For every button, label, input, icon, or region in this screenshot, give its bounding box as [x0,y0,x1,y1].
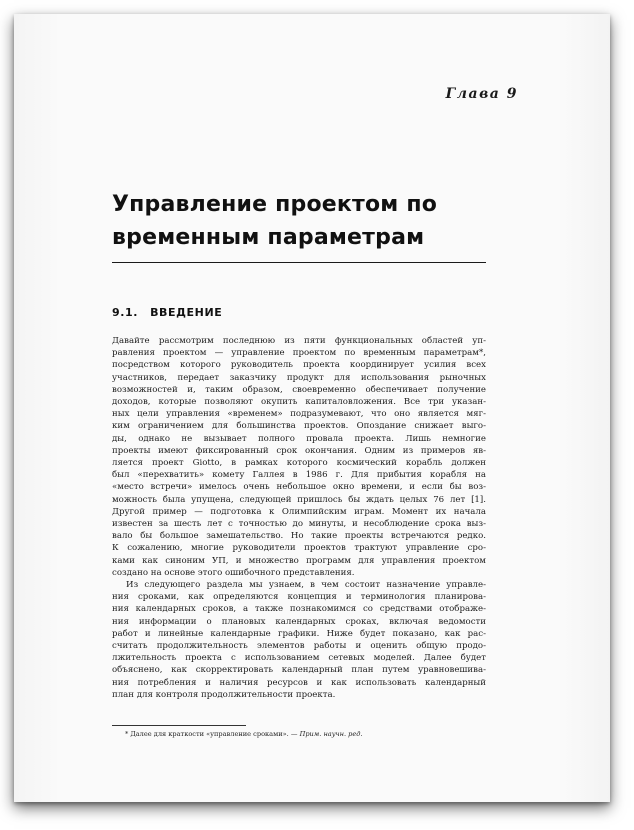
paragraph-line: ния информации о плановых календарных сроках, включая ведомости [112,616,486,627]
paragraph-line: ния сроками, как определяются концепция и терминология планирова- [112,592,486,603]
footnote-text: * Далее для краткости «управление сроками». — [125,730,300,738]
paragraph-line: посредством которого руководитель проекта координирует усилия всех [112,360,486,371]
paragraph-line: ния календарных сроков, а также познакомимся со средствами отображе- [112,604,486,615]
body-text [112,335,486,701]
paragraph-line: работ и линейные календарные графики. Ниже будет показано, как рас- [112,628,486,639]
paragraph-line: лжительность проекта с использованием сетевых моделей. Далее будет [112,653,486,664]
paragraph-line: Другой пример — подготовка к Олимпийским играм. Момент их начала [112,506,486,517]
paragraph-line: возможностей и, таким образом, своевременно обеспечивает получение [112,384,486,395]
paragraph-line: ками как синоним УП, и множество программ для управления проектом [112,555,486,566]
footnote [125,730,363,738]
paragraph-line: ким ограничением для большинства проектов. Опоздание снижает выго- [112,421,486,432]
paragraph-line: считать продолжительность элементов работы и оценить общую продо- [112,641,486,652]
paragraph-line: ды, однако не вызывает полного провала проекта. Лишь немногие [112,433,486,444]
paragraph-line: равления проектом — управление проектом по временным параметрам*, [112,348,486,359]
chapter-title: Управление проектом по временным параметрам [112,192,438,250]
paragraph-line: ных цели управления «временем» подразумевают, что оно является мяг- [112,409,486,420]
paragraph-line: участников, передает заказчику продукт для использования рыночных [112,372,486,383]
paragraph-line: вало бы большое замешательство. Но такие проекты встречаются редко. [112,531,486,542]
paragraph-line: можность была упущена, следующей пришлось бы ждать целых 76 лет [1]. [112,494,486,505]
paragraph-line: проекты имеют фиксированный срок окончания. Одним из примеров яв- [112,445,486,456]
paragraph-line: Из следующего раздела мы узнаем, в чем состоит назначение управле- [126,580,486,591]
footnote-attribution: Прим. научн. ред. [299,730,363,738]
paragraph-line: был «перехватить» комету Галлея в 1986 г. Для прибытия корабля на [112,470,486,481]
paragraph-line: план для контроля продолжительности проекта. [112,689,336,700]
paragraph-line: Давайте рассмотрим последнюю из пяти функциональных областей уп- [112,336,486,346]
paragraph-line: К сожалению, многие руководители проектов трактуют управление сро- [112,543,486,554]
paragraph-line: создано на основе этого ошибочного представления. [112,567,355,578]
chapter-label: Глава 9 [445,86,518,102]
title-rule [112,262,486,263]
paragraph-line: «место встречи» имелось очень небольшое окно времени, и если бы воз- [112,482,486,493]
paragraph-line: доходов, которые позволяют окупить капиталовложения. Все три указан- [112,397,486,408]
paragraph-line: известен за шесть лет с точностью до минуты, и несоблюдение срока выз- [112,519,486,530]
section-number: 9.1. [112,306,139,319]
paragraph-line: ляется проект Giotto, в рамках которого космический корабль должен [112,458,486,469]
paragraph-line: ния потребления и наличия ресурсов и как использовать календарный [112,677,486,688]
section-title: ВВЕДЕНИЕ [150,306,223,319]
paragraph-line: объяснено, как скорректировать календарный план путем уравновешива- [112,665,486,676]
section-heading [112,306,222,319]
footnote-rule [112,725,246,726]
book-page [14,14,610,802]
